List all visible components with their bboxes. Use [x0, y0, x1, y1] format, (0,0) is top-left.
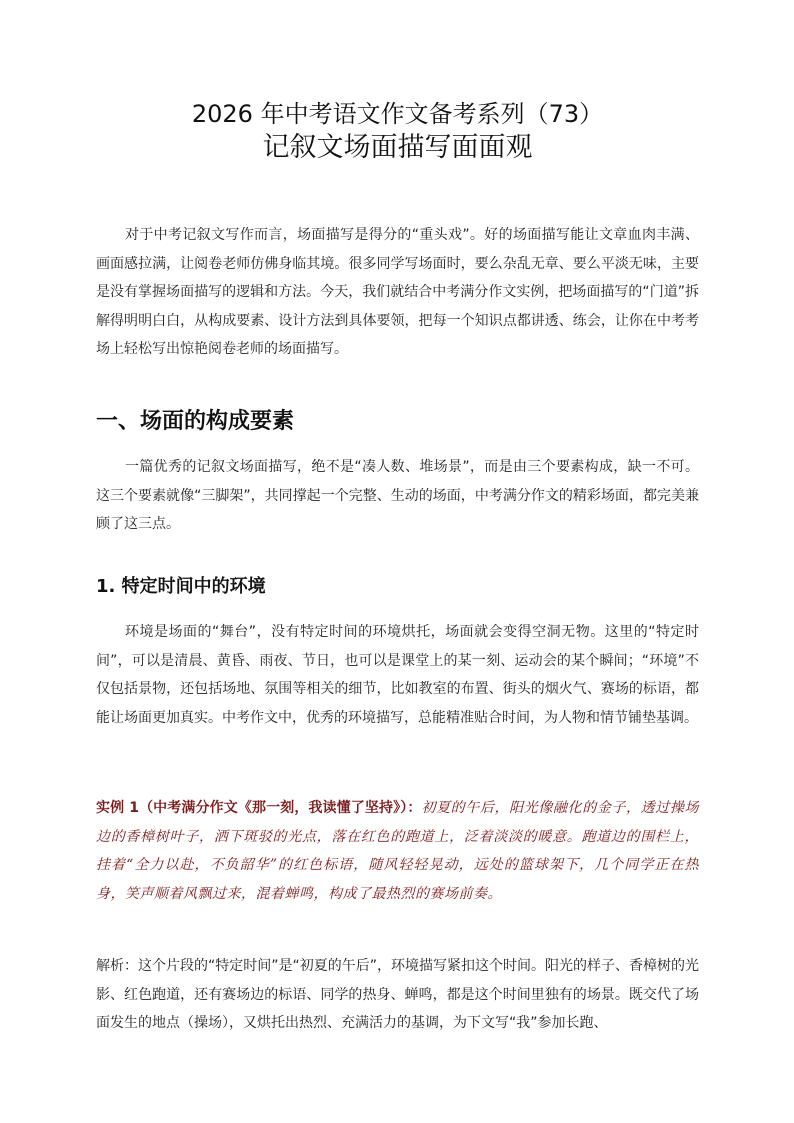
subsection-paragraph-environment: 环境是场面的“舞台”，没有特定时间的环境烘托，场面就会变得空洞无物。这里的“特定时间”，可以是清晨、黄昏、雨夜、节日，也可以是课堂上的某一刻、运动会的某个瞬间；“环境”不仅包括景物，还包括场地、氛围等相关的细节，比如教室的布置、街头的烟火气、赛场的标语，都能让场面更加真实。中考作文中，优秀的环境描写，总能精准贴合时间，为人物和情节铺垫基调。 — [96, 624, 699, 726]
example-text: 初夏的午后，阳光像融化的金子，透过操场边的香樟树叶子，洒下斑驳的光点，落在红色的跑道上，泛着淡淡的暖意。跑道边的围栏上，挂着“全力以赴，不负韶华”的红色标语，随风轻轻晃动，远处的篮球架下，几个同学正在热身，笑声顺着风飘过来，混着蝉鸣，构成了最热烈的赛场前奏。 — [96, 800, 699, 902]
section-heading-components: 一、场面的构成要素 — [96, 409, 295, 434]
document-title-main: 记叙文场面描写面面观 — [262, 132, 533, 163]
document-title-series: 2026 年中考语文作文备考系列（73） — [191, 100, 604, 128]
intro-paragraph: 对于中考记叙文写作而言，场面描写是得分的“重头戏”。好的场面描写能让文章血肉丰满、画面感拉满，让阅卷老师仿佛身临其境。很多同学写场面时，要么杂乱无章、要么平淡无味，主要是没有掌握场面描写的逻辑和方法。今天，我们就结合中考满分作文实例，把场面描写的“门道”拆解得明明白白，从构成要素、设计方法到具体要领，把每一个知识点都讲透、练会，让你在中考考场上轻松写出惊艳阅卷老师的场面描写。 — [96, 227, 699, 357]
section-paragraph-components: 一篇优秀的记叙文场面描写，绝不是“凑人数、堆场景”，而是由三个要素构成，缺一不可。这三个要素就像“三脚架”，共同撑起一个完整、生动的场面，中考满分作文的精彩场面，都完美兼顾了这三点。 — [96, 459, 699, 532]
example-paragraph — [96, 794, 699, 908]
example-label: 实例 1（中考满分作文《那一刻，我读懂了坚持》）： — [96, 800, 422, 816]
subsection-heading-environment: 1. 特定时间中的环境 — [96, 576, 266, 597]
analysis-paragraph: 解析：这个片段的“特定时间”是“初夏的午后”，环境描写紧扣这个时间。阳光的样子、香樟树的光影、红色跑道，还有赛场边的标语、同学的热身、蝉鸣，都是这个时间里独有的场景。既交代了场面发生的地点（操场），又烘托出热烈、充满活力的基调，为下文写“我”参加长跑、 — [96, 958, 700, 1031]
